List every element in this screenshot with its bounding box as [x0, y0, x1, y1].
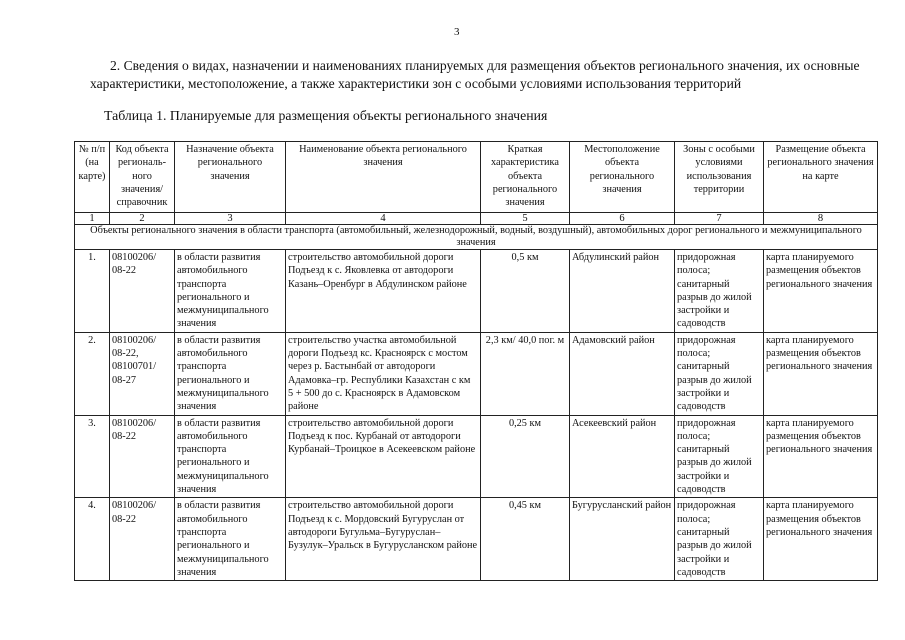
column-number: 4 — [286, 213, 481, 225]
table-header-row — [75, 142, 878, 213]
special-zones: придорожная полоса; санитарный разрыв до жилой застройки и садоводств — [675, 332, 764, 415]
section-row — [75, 225, 878, 250]
map-placement: карта планируемого размещения объектов регионального значения — [764, 250, 878, 333]
header-cell: Назначение объекта регионального значения — [175, 142, 286, 213]
object-characteristic: 2,3 км/ 40,0 пог. м — [481, 332, 570, 415]
special-zones: придорожная полоса; санитарный разрыв до жилой застройки и садоводств — [675, 498, 764, 581]
column-number: 3 — [175, 213, 286, 225]
object-name: строительство автомобильной дороги Подъезд к пос. Курбанай от автодороги Курбанай–Троицкое в Асекеевском районе — [286, 415, 481, 498]
table-row — [75, 415, 878, 498]
objects-table — [74, 141, 878, 581]
object-characteristic: 0,25 км — [481, 415, 570, 498]
row-number: 4. — [75, 498, 110, 581]
object-location: Абдулинский район — [570, 250, 675, 333]
header-cell: Код объекта региональ-ного значения/ справочник — [110, 142, 175, 213]
object-name: строительство автомобильной дороги Подъезд к с. Мордовский Бугуруслан от автодороги Бугульма–Бугуруслан–Бузулук–Уральск в Бугурусланском районе — [286, 498, 481, 581]
column-number: 6 — [570, 213, 675, 225]
object-name: строительство участка автомобильной дороги Подъезд кс. Красноярск с мостом через р. Бастынбай от автодороги Адамовка–гр. Республики Казахстан с км 5 + 500 до с. Красноярск в Адамовском районе — [286, 332, 481, 415]
header-cell: Местоположение объекта регионального значения — [570, 142, 675, 213]
special-zones: придорожная полоса; санитарный разрыв до жилой застройки и садоводств — [675, 415, 764, 498]
special-zones: придорожная полоса; санитарный разрыв до жилой застройки и садоводств — [675, 250, 764, 333]
object-code: 08100206/ 08-22 — [110, 415, 175, 498]
object-purpose: в области развития автомобильного транспорта регионального и межмуниципального значения — [175, 498, 286, 581]
column-number: 1 — [75, 213, 110, 225]
object-characteristic: 0,5 км — [481, 250, 570, 333]
object-purpose: в области развития автомобильного транспорта регионального и межмуниципального значения — [175, 250, 286, 333]
header-cell: № п/п (на карте) — [75, 142, 110, 213]
header-cell: Краткая характеристика объекта регионального значения — [481, 142, 570, 213]
table-row — [75, 250, 878, 333]
column-number: 2 — [110, 213, 175, 225]
map-placement: карта планируемого размещения объектов регионального значения — [764, 415, 878, 498]
map-placement: карта планируемого размещения объектов регионального значения — [764, 498, 878, 581]
column-number: 7 — [675, 213, 764, 225]
object-code: 08100206/ 08-22 — [110, 250, 175, 333]
column-number: 8 — [764, 213, 878, 225]
row-number: 3. — [75, 415, 110, 498]
object-name: строительство автомобильной дороги Подъезд к с. Яковлевка от автодороги Казань–Оренбург в Абдулинском районе — [286, 250, 481, 333]
section-heading: 2. Сведения о видах, назначении и наименованиях планируемых для размещения объектов регионального значения, их основные характеристики, местоположение, а также характеристики зон с особыми условиями использования территорий — [90, 58, 860, 91]
header-cell: Наименование объекта регионального значения — [286, 142, 481, 213]
column-number: 5 — [481, 213, 570, 225]
header-cell: Размещение объекта регионального значения на карте — [764, 142, 878, 213]
object-purpose: в области развития автомобильного транспорта регионального и межмуниципального значения — [175, 332, 286, 415]
object-location: Асекеевский район — [570, 415, 675, 498]
column-number-row — [75, 213, 878, 225]
object-location: Бугурусланский район — [570, 498, 675, 581]
table-row — [75, 498, 878, 581]
table-caption: Таблица 1. Планируемые для размещения объекты регионального значения — [104, 108, 548, 123]
header-cell: Зоны с особыми условиями использования территории — [675, 142, 764, 213]
section-title: Объекты регионального значения в области транспорта (автомобильный, железнодорожный, водный, воздушный), автомобильных дорог регионального и межмуниципального значения — [75, 225, 878, 250]
object-code: 08100206/ 08-22, 08100701/ 08-27 — [110, 332, 175, 415]
row-number: 2. — [75, 332, 110, 415]
object-purpose: в области развития автомобильного транспорта регионального и межмуниципального значения — [175, 415, 286, 498]
object-characteristic: 0,45 км — [481, 498, 570, 581]
object-location: Адамовский район — [570, 332, 675, 415]
object-code: 08100206/ 08-22 — [110, 498, 175, 581]
page-number: 3 — [454, 26, 460, 38]
table-row — [75, 332, 878, 415]
map-placement: карта планируемого размещения объектов регионального значения — [764, 332, 878, 415]
row-number: 1. — [75, 250, 110, 333]
